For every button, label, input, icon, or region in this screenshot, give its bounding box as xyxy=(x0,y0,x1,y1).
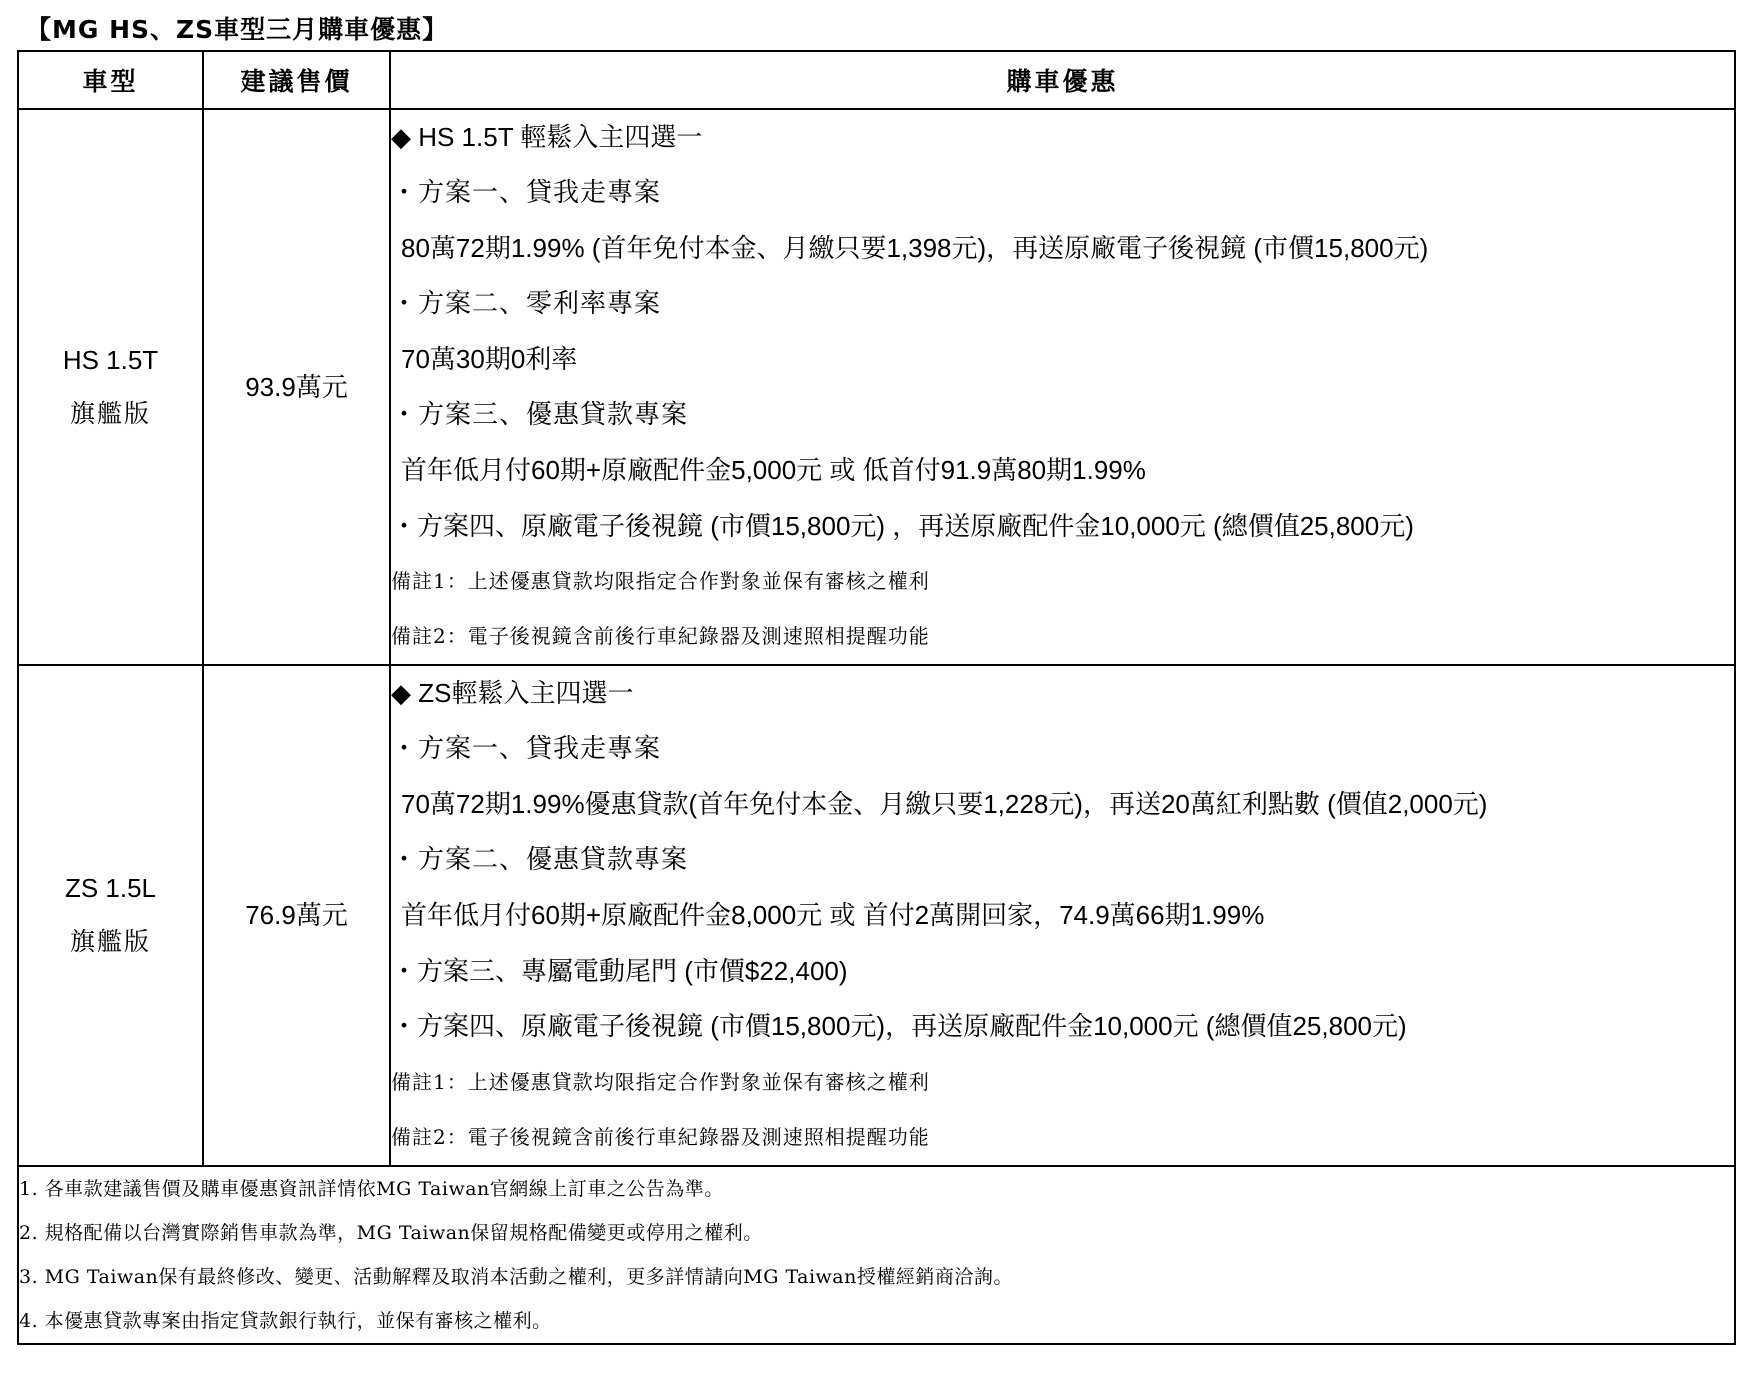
offer-plan-title: ・方案三、優惠貸款專案 xyxy=(391,399,689,430)
header-price: 建議售價 xyxy=(203,51,390,109)
footnote: 1. 各車款建議售價及購車優惠資訊詳情依MG Taiwan官網線上訂車之公告為準。 xyxy=(19,1177,724,1200)
page-title: 【MG HS、ZS車型三月購車優惠】 xyxy=(26,15,449,44)
header-offers: 購車優惠 xyxy=(390,51,1735,109)
table-header-row xyxy=(18,51,1735,109)
table-row xyxy=(18,109,1735,665)
price-cell: 93.9萬元 xyxy=(203,109,390,665)
offer-plan-title: ・方案四、原廠電子後視鏡 (市價15,800元) ，再送原廠配件金10,000元 (總價值25,800元) xyxy=(391,510,1414,541)
offer-plan-detail: 80萬72期1.99% (首年免付本金、月繳只要1,398元)，再送原廠電子後視鏡 (市價15,800元) xyxy=(401,233,1429,263)
footnote: 3. MG Taiwan保有最終修改、變更、活動解釋及取消本活動之權利，更多詳情請向MG Taiwan授權經銷商洽詢。 xyxy=(19,1265,1013,1288)
model-name: HS 1.5T xyxy=(62,345,159,375)
model-name: ZS 1.5L xyxy=(64,873,157,904)
model-trim: 旗艦版 xyxy=(69,927,151,957)
table-row xyxy=(18,665,1735,1166)
offer-note: 備註2：電子後視鏡含前後行車紀錄器及測速照相提醒功能 xyxy=(391,624,930,648)
offers-cell xyxy=(390,665,1735,1166)
offer-note: 備註1：上述優惠貸款均限指定合作對象並保有審核之權利 xyxy=(391,569,930,593)
offer-heading: ◆ ZS輕鬆入主四選一 xyxy=(391,678,634,708)
offer-plan-title: ・方案一、貸我走專案 xyxy=(391,733,662,764)
offer-heading: ◆ HS 1.5T 輕鬆入主四選一 xyxy=(391,122,703,152)
offer-plan-detail: 70萬30期0利率 xyxy=(401,344,578,374)
header-model: 車型 xyxy=(18,51,203,109)
offer-note: 備註1：上述優惠貸款均限指定合作對象並保有審核之權利 xyxy=(391,1069,930,1094)
footnotes-row xyxy=(18,1166,1735,1344)
model-cell xyxy=(18,665,203,1166)
footnote: 2. 規格配備以台灣實際銷售車款為準，MG Taiwan保留規格配備變更或停用之權利。 xyxy=(19,1221,763,1244)
footnotes-cell xyxy=(18,1166,1735,1344)
offer-plan-detail: 首年低月付60期+原廠配件金5,000元 或 低首付91.9萬80期1.99% xyxy=(401,455,1146,485)
offer-plan-title: ・方案二、優惠貸款專案 xyxy=(391,844,689,875)
model-cell xyxy=(18,109,203,665)
model-trim: 旗艦版 xyxy=(69,399,151,428)
offers-cell xyxy=(390,109,1735,665)
offer-plan-title: ・方案四、原廠電子後視鏡 (市價15,800元)，再送原廠配件金10,000元 (總價值25,800元) xyxy=(391,1011,1407,1041)
offer-plan-detail: 70萬72期1.99%優惠貸款(首年免付本金、月繳只要1,228元)，再送20萬紅利點數 (價值2,000元) xyxy=(401,789,1488,819)
offer-plan-title: ・方案三、專屬電動尾門 (市價$22,400) xyxy=(391,955,848,986)
offer-plan-title: ・方案二、零利率專案 xyxy=(391,288,662,319)
footnote: 4. 本優惠貸款專案由指定貸款銀行執行，並保有審核之權利。 xyxy=(19,1309,552,1332)
price-cell: 76.9萬元 xyxy=(203,665,390,1166)
offer-plan-detail: 首年低月付60期+原廠配件金8,000元 或 首付2萬開回家，74.9萬66期1.99% xyxy=(401,900,1265,930)
promotion-table xyxy=(17,50,1736,1345)
offer-plan-title: ・方案一、貸我走專案 xyxy=(391,177,662,208)
offer-note: 備註2：電子後視鏡含前後行車紀錄器及測速照相提醒功能 xyxy=(391,1124,930,1149)
